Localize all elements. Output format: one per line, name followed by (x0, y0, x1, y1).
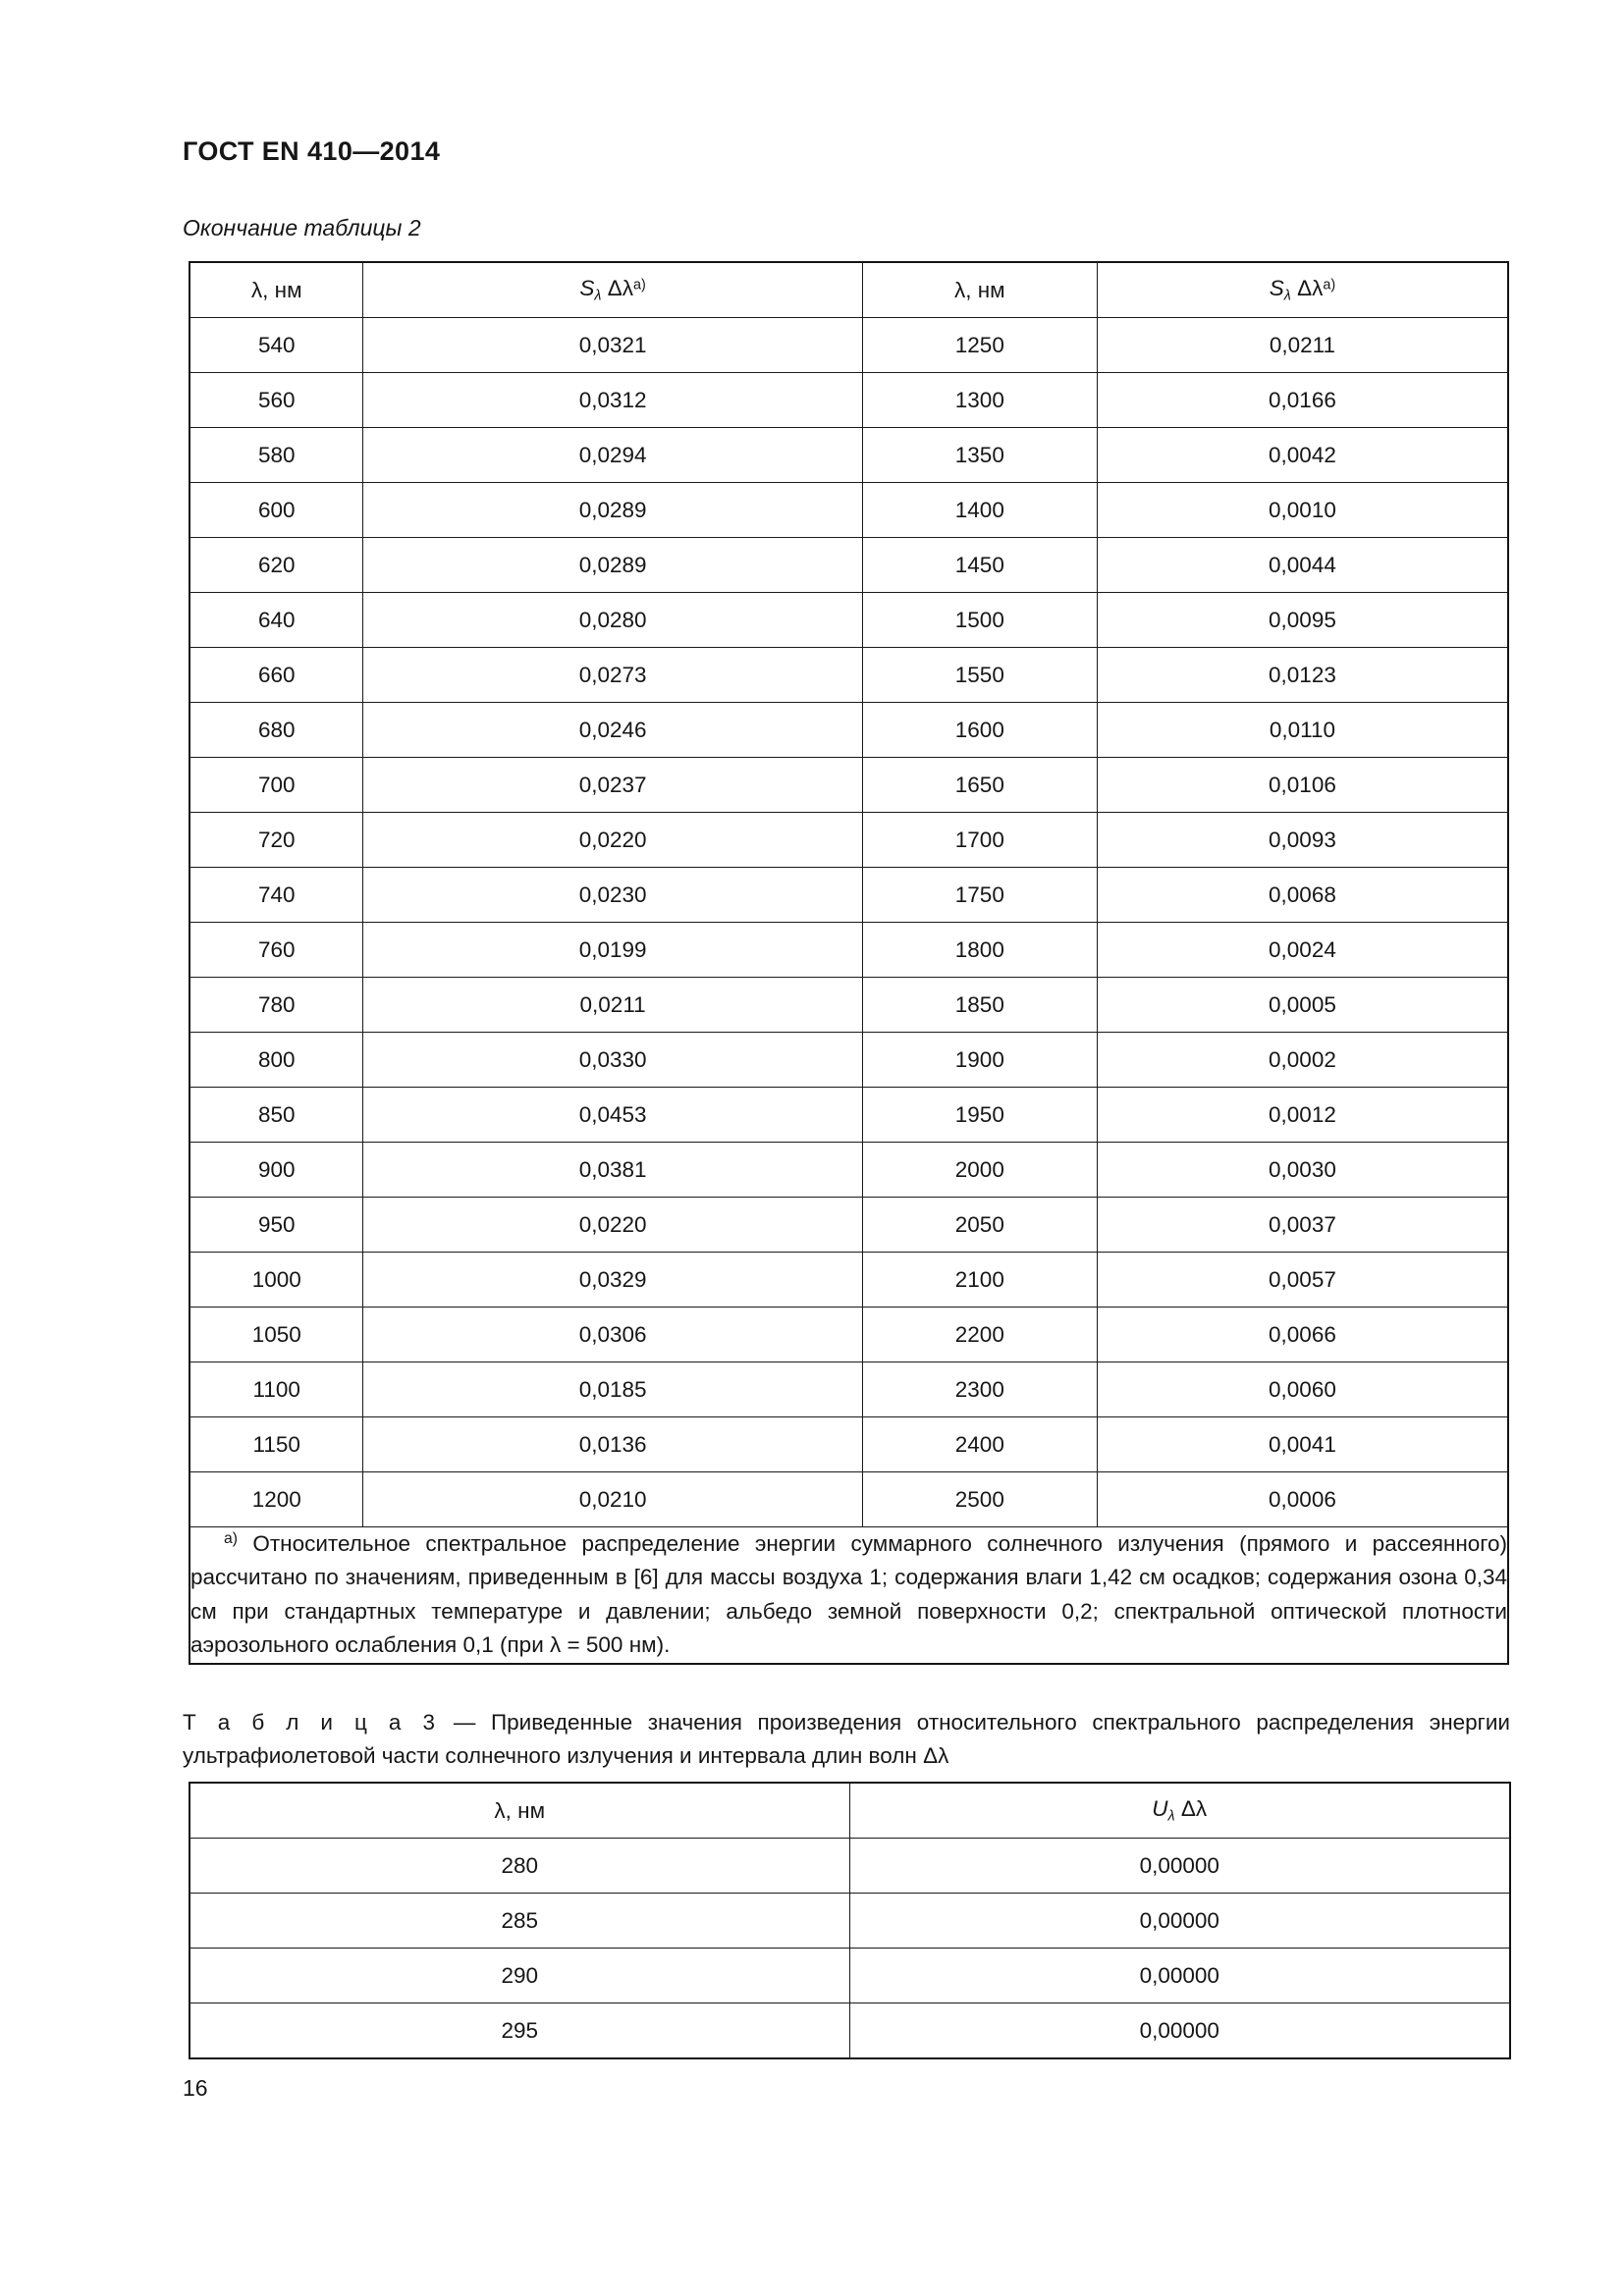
table2-cell-value-left: 0,0453 (363, 1088, 862, 1143)
table2 (189, 261, 1509, 1665)
table2-cell-value-right: 0,0095 (1097, 593, 1508, 648)
table2-cell-lambda-left: 640 (189, 593, 363, 648)
table2-cell-lambda-right: 1700 (862, 813, 1097, 868)
table2-cell-value-left: 0,0330 (363, 1033, 862, 1088)
table2-cell-value-left: 0,0220 (363, 813, 862, 868)
table2-cell-lambda-left: 1150 (189, 1417, 363, 1472)
table2-header-value-note-left: a) (633, 277, 646, 294)
table3-cell-value: 0,00000 (849, 2003, 1510, 2059)
table2-cell-value-right: 0,0066 (1097, 1308, 1508, 1362)
table2-cell-value-right: 0,0024 (1097, 923, 1508, 978)
table2-header-value-sub-left: λ (594, 288, 602, 304)
table-row (189, 1308, 1508, 1362)
table-row (189, 1894, 1510, 1949)
table3-caption-label: Т а б л и ц а 3 (183, 1710, 439, 1735)
table-row (189, 1472, 1508, 1527)
table3-header-row (189, 1783, 1510, 1839)
table3-header-value-var: U (1152, 1796, 1168, 1822)
table3-cell-lambda: 280 (189, 1839, 849, 1894)
table2-cell-value-left: 0,0230 (363, 868, 862, 923)
table3-header-value-sub: λ (1167, 1808, 1175, 1825)
table2-header-value-delta-right: Δλ (1297, 276, 1324, 301)
table2-cell-value-left: 0,0136 (363, 1417, 862, 1472)
table2-cell-lambda-right: 2300 (862, 1362, 1097, 1417)
table2-cell-value-right: 0,0093 (1097, 813, 1508, 868)
table2-cell-lambda-right: 1800 (862, 923, 1097, 978)
table2-header-lambda-right: λ, нм (862, 262, 1097, 318)
table2-cell-lambda-left: 540 (189, 318, 363, 373)
table2-cell-value-right: 0,0010 (1097, 483, 1508, 538)
table2-cell-value-left: 0,0280 (363, 593, 862, 648)
table2-cell-lambda-right: 1450 (862, 538, 1097, 593)
table2-container (189, 261, 1509, 1665)
table3-header-value (849, 1783, 1510, 1839)
table3-cell-lambda: 290 (189, 1949, 849, 2003)
table3-header-value-delta: Δλ (1180, 1796, 1208, 1822)
table2-cell-value-left: 0,0321 (363, 318, 862, 373)
table2-cell-lambda-left: 580 (189, 428, 363, 483)
table2-cell-value-left: 0,0246 (363, 703, 862, 758)
table-row (189, 373, 1508, 428)
table2-cell-value-right: 0,0068 (1097, 868, 1508, 923)
table2-cell-lambda-left: 780 (189, 978, 363, 1033)
table2-cell-value-left: 0,0237 (363, 758, 862, 813)
table2-header-value-var-right: S (1269, 276, 1284, 301)
table2-cell-value-right: 0,0006 (1097, 1472, 1508, 1527)
table2-continuation-caption: Окончание таблицы 2 (183, 215, 421, 240)
table-row (189, 703, 1508, 758)
table-row (189, 1033, 1508, 1088)
table-row (189, 868, 1508, 923)
table-row (189, 1253, 1508, 1308)
footnote-marker: a) (224, 1530, 239, 1548)
table2-header-row (189, 262, 1508, 318)
table3-header-lambda: λ, нм (189, 1783, 849, 1839)
table2-header-value-delta-left: Δλ (607, 276, 634, 301)
table2-cell-lambda-left: 760 (189, 923, 363, 978)
table2-cell-lambda-right: 1600 (862, 703, 1097, 758)
table2-cell-lambda-left: 900 (189, 1143, 363, 1198)
table2-cell-lambda-right: 2500 (862, 1472, 1097, 1527)
table3-cell-value: 0,00000 (849, 1894, 1510, 1949)
table-row (189, 1198, 1508, 1253)
table2-footnote-row (189, 1527, 1508, 1664)
table2-cell-lambda-left: 1050 (189, 1308, 363, 1362)
table2-cell-value-left: 0,0199 (363, 923, 862, 978)
table3 (189, 1782, 1511, 2059)
table3-body (189, 1839, 1510, 2059)
document-standard-header: ГОСТ EN 410—2014 (183, 136, 441, 166)
table2-cell-value-right: 0,0106 (1097, 758, 1508, 813)
table-row (189, 593, 1508, 648)
table-row (189, 1143, 1508, 1198)
table2-cell-lambda-left: 600 (189, 483, 363, 538)
table-row (189, 813, 1508, 868)
footnote-text: Относительное спектральное распределение энергии суммарного солнечного излучения (прямого и рассеянного) рассчитано по значениям, приведенным в [6] для массы воздуха 1; содержания влаги 1,42 см осадков; содержания озона 0,34 см при стандартных температуре и давлении; альбедо земной поверхности 0,2; спектральной оптической плотности аэрозольного ослабления 0,1 (при λ = 500 нм). (190, 1531, 1507, 1658)
table2-cell-lambda-right: 2050 (862, 1198, 1097, 1253)
table2-cell-lambda-right: 2000 (862, 1143, 1097, 1198)
table-row (189, 428, 1508, 483)
table2-cell-lambda-left: 720 (189, 813, 363, 868)
table2-cell-lambda-right: 1850 (862, 978, 1097, 1033)
table2-cell-lambda-right: 1650 (862, 758, 1097, 813)
table2-cell-value-right: 0,0042 (1097, 428, 1508, 483)
table2-header-lambda-left: λ, нм (189, 262, 363, 318)
table2-header-value-sub-right: λ (1283, 288, 1291, 304)
table2-cell-lambda-left: 1000 (189, 1253, 363, 1308)
table2-cell-value-right: 0,0057 (1097, 1253, 1508, 1308)
table2-header-value-left (363, 262, 862, 318)
table2-cell-lambda-left: 850 (189, 1088, 363, 1143)
table2-cell-value-left: 0,0289 (363, 483, 862, 538)
table3-cell-value: 0,00000 (849, 1839, 1510, 1894)
table2-cell-value-right: 0,0060 (1097, 1362, 1508, 1417)
table2-cell-lambda-left: 740 (189, 868, 363, 923)
page-number: 16 (183, 2075, 208, 2101)
table2-cell-lambda-left: 1200 (189, 1472, 363, 1527)
table-row (189, 978, 1508, 1033)
table2-cell-value-right: 0,0012 (1097, 1088, 1508, 1143)
table3-cell-value: 0,00000 (849, 1949, 1510, 2003)
table3-cell-lambda: 295 (189, 2003, 849, 2059)
table2-cell-value-left: 0,0211 (363, 978, 862, 1033)
table2-cell-lambda-right: 1400 (862, 483, 1097, 538)
table2-cell-value-right: 0,0041 (1097, 1417, 1508, 1472)
table2-cell-value-right: 0,0044 (1097, 538, 1508, 593)
table2-cell-lambda-right: 1900 (862, 1033, 1097, 1088)
table2-cell-lambda-right: 2100 (862, 1253, 1097, 1308)
table2-cell-value-right: 0,0037 (1097, 1198, 1508, 1253)
table-row (189, 318, 1508, 373)
table3-caption (183, 1706, 1510, 1773)
table2-header-value-var-left: S (579, 276, 595, 301)
table2-cell-value-left: 0,0312 (363, 373, 862, 428)
table3-cell-lambda: 285 (189, 1894, 849, 1949)
table2-cell-lambda-right: 1750 (862, 868, 1097, 923)
table2-cell-value-left: 0,0289 (363, 538, 862, 593)
table2-cell-value-right: 0,0030 (1097, 1143, 1508, 1198)
table2-body (189, 318, 1508, 1527)
table-row (189, 2003, 1510, 2059)
table-row (189, 538, 1508, 593)
table2-cell-value-right: 0,0211 (1097, 318, 1508, 373)
table-row (189, 758, 1508, 813)
table2-cell-value-right: 0,0002 (1097, 1033, 1508, 1088)
table2-header-value-note-right: a) (1323, 277, 1336, 294)
table2-cell-value-left: 0,0185 (363, 1362, 862, 1417)
table2-cell-lambda-right: 1300 (862, 373, 1097, 428)
table2-cell-value-left: 0,0329 (363, 1253, 862, 1308)
table2-cell-lambda-right: 2400 (862, 1417, 1097, 1472)
table2-cell-lambda-left: 680 (189, 703, 363, 758)
table2-header-value-right (1097, 262, 1508, 318)
table2-cell-lambda-left: 950 (189, 1198, 363, 1253)
table2-cell-value-right: 0,0005 (1097, 978, 1508, 1033)
table2-cell-value-right: 0,0110 (1097, 703, 1508, 758)
table-row (189, 1417, 1508, 1472)
table2-footnote-cell (189, 1527, 1508, 1664)
table-row (189, 648, 1508, 703)
table2-cell-lambda-left: 1100 (189, 1362, 363, 1417)
table2-cell-lambda-right: 1550 (862, 648, 1097, 703)
table2-cell-lambda-left: 620 (189, 538, 363, 593)
table2-cell-lambda-left: 660 (189, 648, 363, 703)
table2-cell-lambda-right: 1500 (862, 593, 1097, 648)
table2-cell-lambda-left: 800 (189, 1033, 363, 1088)
table2-cell-lambda-right: 2200 (862, 1308, 1097, 1362)
table2-cell-value-left: 0,0381 (363, 1143, 862, 1198)
table-row (189, 1362, 1508, 1417)
table3-caption-text: — Приведенные значения произведения относительного спектрального распределения энергии ультрафиолетовой части солнечного излучения и интервала длин волн Δλ (183, 1710, 1511, 1768)
table2-cell-lambda-left: 560 (189, 373, 363, 428)
table3-container (189, 1782, 1509, 2059)
table-row (189, 923, 1508, 978)
table2-cell-lambda-right: 1950 (862, 1088, 1097, 1143)
table2-cell-lambda-left: 700 (189, 758, 363, 813)
table2-cell-value-left: 0,0294 (363, 428, 862, 483)
table2-cell-value-left: 0,0220 (363, 1198, 862, 1253)
table2-cell-value-right: 0,0166 (1097, 373, 1508, 428)
table2-cell-value-left: 0,0273 (363, 648, 862, 703)
table2-cell-value-right: 0,0123 (1097, 648, 1508, 703)
table2-cell-lambda-right: 1250 (862, 318, 1097, 373)
table-row (189, 483, 1508, 538)
table-row (189, 1949, 1510, 2003)
table2-cell-value-left: 0,0210 (363, 1472, 862, 1527)
table-row (189, 1839, 1510, 1894)
table2-cell-lambda-right: 1350 (862, 428, 1097, 483)
table2-cell-value-left: 0,0306 (363, 1308, 862, 1362)
table-row (189, 1088, 1508, 1143)
